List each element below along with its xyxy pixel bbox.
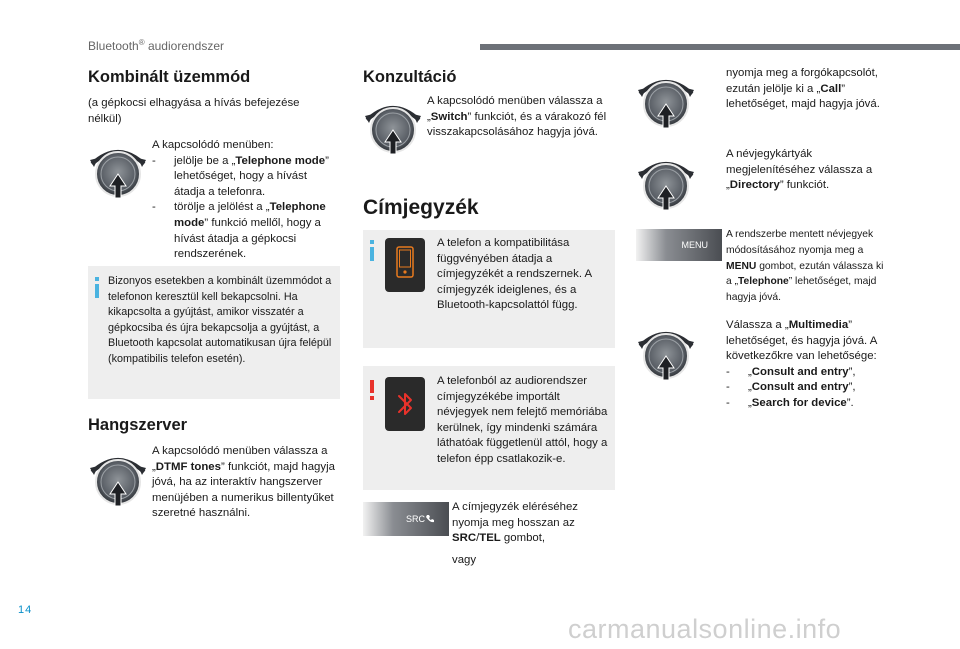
voice-server-text: A kapcsolódó menüben válassza a „DTMF tones” funkciót, majd hagyja jóvá, ha az interaktív hangszerver menüjében a numerikus billentyűket szeretné használni. [152, 445, 335, 520]
rotary-knob-icon [636, 152, 696, 212]
src-tel-button [363, 502, 449, 536]
src-button-label: SRC [405, 514, 425, 524]
combined-mode-note: (a gépkocsi elhagyása a hívás befejezése nélkül) [88, 97, 300, 125]
heading-voice-server: Hangszerver [88, 416, 188, 434]
menu-button [636, 229, 722, 261]
warning-icon [370, 380, 374, 393]
rotary-knob-icon [636, 70, 696, 130]
consultation-text: A kapcsolódó menüben válassza a „Switch” funkciót, és a várakozó fél visszakapcsolásához hagyja jóvá. [427, 95, 607, 139]
rotary-knob-icon [88, 448, 148, 508]
header-bar [480, 44, 960, 50]
bullet-consult-entry-2: „Consult and entry”, [748, 381, 856, 394]
watermark: carmanualsonline.info [568, 614, 842, 644]
rotary-knob-icon [363, 96, 423, 156]
rotary-knob-icon [88, 140, 148, 200]
multimedia-text: Válassza a „Multimedia” lehetőséget, és hagyja jóvá. A következőkre van lehetősége: - „Consult and entry”, - „Consult and entry”, - „Search for device”. [726, 318, 896, 412]
warning-text-directory: A telefonból az audiorendszer címjegyzékébe importált névjegyek nem felejtő memóriába kerülnek, így mindenki számára láthatóak függetlenül attól, hogy a telefon épp csatlakozik-e. [437, 375, 608, 465]
heading-combined-mode: Kombinált üzemmód [88, 68, 251, 86]
bullet-consult-entry-1: „Consult and entry”, [748, 365, 856, 378]
menu-text: A rendszerbe mentett névjegyek módosításához nyomja meg a MENU gombot, ezután válassza ki a „Telephone” lehetőséget, majd hagyja jóvá. [726, 229, 884, 304]
info-text-directory: A telefon a kompatibilitása függvényében átadja a címjegyzékét a rendszernek. A címjegyzék ideiglenes, és a Bluetooth-kapcsolattól függ. [437, 237, 592, 312]
call-text: nyomja meg a forgókapcsolót, ezután jelölje ki a „Call” lehetőséget, majd hagyja jóvá. [726, 67, 880, 111]
step-intro: A kapcsolódó menüben: [152, 139, 274, 151]
running-header: Bluetooth® audiorendszer [88, 38, 225, 53]
info-icon [95, 284, 99, 298]
bluetooth-icon [385, 377, 425, 431]
src-tel-text: A címjegyzék eléréséhez nyomja meg hosszan az SRC/TEL gombot, [452, 501, 578, 545]
bullet-telephone-mode-on: jelölje be a „Telephone mode” lehetőséget, hogy a hívást átadja a telefonra. [174, 154, 329, 198]
rotary-knob-icon [636, 322, 696, 382]
menu-button-label: MENU [681, 240, 708, 250]
bullet-search-device: „Search for device”. [748, 396, 854, 409]
combined-mode-steps: A kapcsolódó menüben: - jelölje be a „Telephone mode” lehetőséget, hogy a hívást átadja a telefonra. - törölje a jelölést a „Telephone mode” funkció mellől, hogy a hívást átadja a gépkocsi rendszerének. [152, 138, 332, 263]
info-text-combined: Bizonyos esetekben a kombinált üzemmódot a telefonon keresztül kell bekapcsolni. Ha kikapcsolta a gyújtást, amikor visszatér a gépkocsiba és újra bekapcsolja a gyújtást, a Bluetooth kapcsolat automatikusan újra felépül (kompatibilis telefon esetén). [108, 275, 332, 365]
heading-consultation: Konzultáció [363, 68, 457, 86]
directory-text: A névjegykártyák megjelenítéséhez válassza a „Directory” funkciót. [726, 148, 873, 192]
bullet-telephone-mode-off: törölje a jelölést a „Telephone mode” funkció mellől, hogy a hívást átadja a gépkocsi rendszerének. [174, 201, 326, 261]
heading-directory: Címjegyzék [363, 196, 479, 219]
info-icon [370, 247, 374, 261]
smartphone-icon [385, 238, 425, 292]
page-number: 14 [18, 604, 33, 616]
or-text: vagy [452, 554, 477, 566]
phone-icon [425, 514, 435, 524]
